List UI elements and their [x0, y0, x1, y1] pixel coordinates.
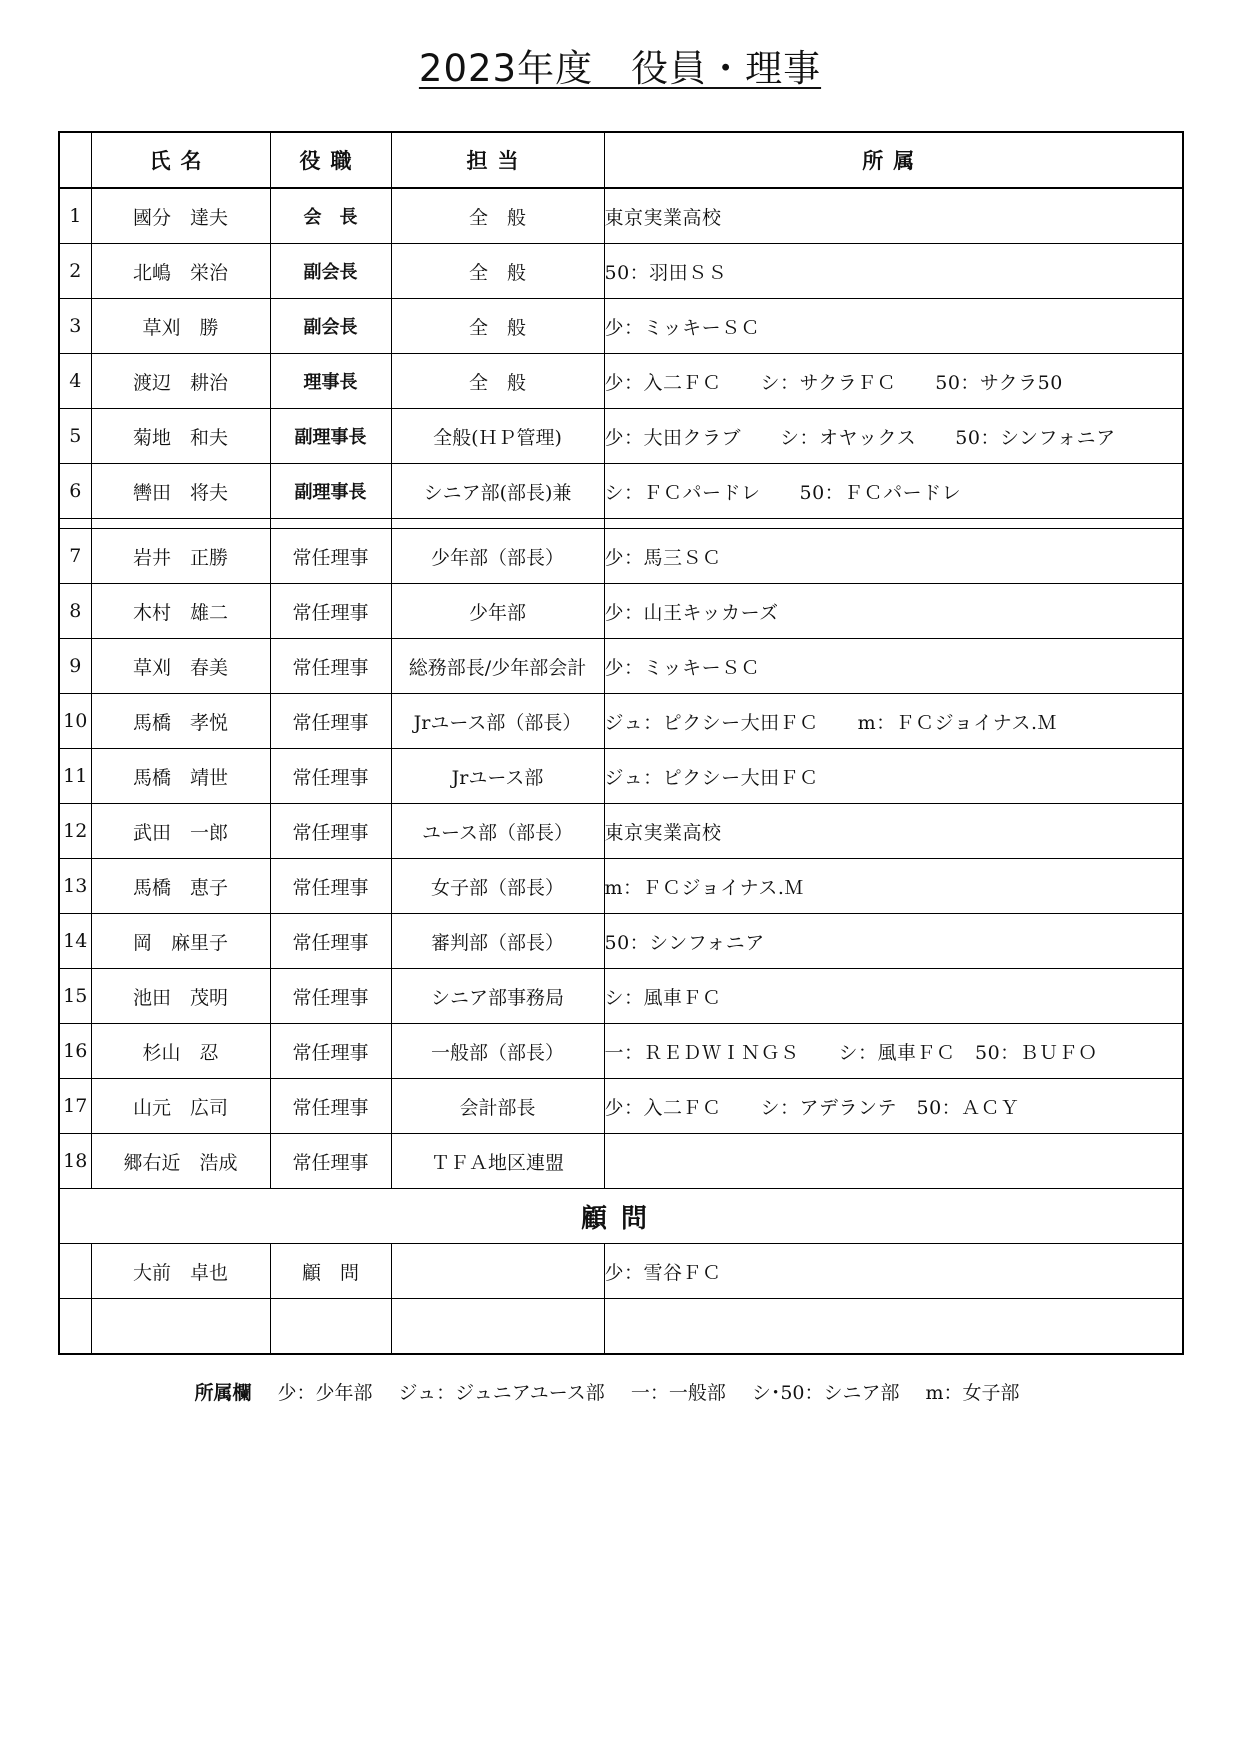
member-role: 常任理事 — [270, 529, 391, 584]
member-role: 常任理事 — [270, 1024, 391, 1079]
member-affiliation: 少：ミッキーＳＣ — [604, 299, 1183, 354]
row-number — [59, 1244, 91, 1299]
table-row — [59, 409, 1183, 464]
member-affiliation: 東京実業高校 — [604, 804, 1183, 859]
member-name: 大前 卓也 — [91, 1244, 270, 1299]
member-role: 副理事長 — [270, 464, 391, 519]
table-row — [59, 244, 1183, 299]
header-number — [59, 132, 91, 188]
member-affiliation: 少：ミッキーＳＣ — [604, 639, 1183, 694]
member-affiliation: ジュ：ピクシー大田ＦＣ — [604, 749, 1183, 804]
member-duty: シニア部(部長)兼 — [391, 464, 604, 519]
table-row — [59, 914, 1183, 969]
member-affiliation: 50：シンフォニア — [604, 914, 1183, 969]
member-role: 常任理事 — [270, 1079, 391, 1134]
member-name — [91, 1299, 270, 1355]
row-number: 10 — [59, 694, 91, 749]
member-duty: 一般部（部長） — [391, 1024, 604, 1079]
member-affiliation: ジュ：ピクシー大田ＦＣ m：ＦＣジョイナス.Ｍ — [604, 694, 1183, 749]
legend-item: 一：一般部 — [630, 1382, 726, 1404]
member-affiliation: 少：雪谷ＦＣ — [604, 1244, 1183, 1299]
table-row — [59, 1244, 1183, 1299]
member-duty: ＴＦＡ地区連盟 — [391, 1134, 604, 1189]
member-affiliation — [604, 1134, 1183, 1189]
member-role: 副会長 — [270, 299, 391, 354]
officers-table — [58, 131, 1184, 1355]
member-affiliation: 50：羽田ＳＳ — [604, 244, 1183, 299]
table-row — [59, 188, 1183, 244]
member-duty: Jrユース部 — [391, 749, 604, 804]
header-name: 氏名 — [91, 132, 270, 188]
table-row — [59, 1134, 1183, 1189]
table-row — [59, 694, 1183, 749]
table-row — [59, 804, 1183, 859]
member-duty: Jrユース部（部長） — [391, 694, 604, 749]
member-name: 杉山 忍 — [91, 1024, 270, 1079]
member-role: 常任理事 — [270, 804, 391, 859]
member-affiliation: 東京実業高校 — [604, 188, 1183, 244]
member-role: 会 長 — [270, 188, 391, 244]
member-role: 常任理事 — [270, 749, 391, 804]
member-role: 顧 問 — [270, 1244, 391, 1299]
member-affiliation: 少：入二ＦＣ シ：サクラＦＣ 50：サクラ50 — [604, 354, 1183, 409]
advisors-heading: 顧問 — [59, 1189, 1183, 1244]
row-number: 18 — [59, 1134, 91, 1189]
member-duty: 少年部 — [391, 584, 604, 639]
header-affiliation: 所属 — [604, 132, 1183, 188]
advisors-heading-row — [59, 1189, 1183, 1244]
member-duty: 会計部長 — [391, 1079, 604, 1134]
row-number: 4 — [59, 354, 91, 409]
member-role: 常任理事 — [270, 1134, 391, 1189]
member-role: 理事長 — [270, 354, 391, 409]
member-affiliation: m：ＦＣジョイナス.Ｍ — [604, 859, 1183, 914]
member-name: 國分 達夫 — [91, 188, 270, 244]
member-role: 常任理事 — [270, 639, 391, 694]
member-name: 菊地 和夫 — [91, 409, 270, 464]
member-duty: 全般(ＨＰ管理) — [391, 409, 604, 464]
table-row — [59, 529, 1183, 584]
member-name: 木村 雄二 — [91, 584, 270, 639]
member-role — [270, 1299, 391, 1355]
row-number: 5 — [59, 409, 91, 464]
legend-label: 所属欄 — [194, 1382, 252, 1404]
member-name: 草刈 春美 — [91, 639, 270, 694]
row-number — [59, 1299, 91, 1355]
member-name: 岩井 正勝 — [91, 529, 270, 584]
member-affiliation: 少：馬三ＳＣ — [604, 529, 1183, 584]
member-name: 池田 茂明 — [91, 969, 270, 1024]
member-duty: 全 般 — [391, 354, 604, 409]
member-role: 常任理事 — [270, 914, 391, 969]
row-number: 13 — [59, 859, 91, 914]
member-duty: 総務部長/少年部会計 — [391, 639, 604, 694]
member-name: 草刈 勝 — [91, 299, 270, 354]
row-number: 1 — [59, 188, 91, 244]
member-duty: 女子部（部長） — [391, 859, 604, 914]
member-duty — [391, 1244, 604, 1299]
section-divider — [59, 519, 1183, 529]
affiliation-legend — [0, 1378, 1240, 1405]
member-role: 常任理事 — [270, 969, 391, 1024]
member-name: 轡田 将夫 — [91, 464, 270, 519]
member-role: 常任理事 — [270, 859, 391, 914]
member-name: 渡辺 耕治 — [91, 354, 270, 409]
member-duty: 審判部（部長） — [391, 914, 604, 969]
member-role: 常任理事 — [270, 584, 391, 639]
table-row — [59, 1024, 1183, 1079]
row-number: 12 — [59, 804, 91, 859]
member-duty: 全 般 — [391, 188, 604, 244]
member-name: 北嶋 栄治 — [91, 244, 270, 299]
member-affiliation: 少：山王キッカーズ — [604, 584, 1183, 639]
member-name: 岡 麻里子 — [91, 914, 270, 969]
row-number: 9 — [59, 639, 91, 694]
member-duty: 少年部（部長） — [391, 529, 604, 584]
row-number: 2 — [59, 244, 91, 299]
table-row — [59, 969, 1183, 1024]
member-duty: シニア部事務局 — [391, 969, 604, 1024]
row-number: 16 — [59, 1024, 91, 1079]
member-name: 馬橋 孝悦 — [91, 694, 270, 749]
table-row — [59, 584, 1183, 639]
legend-item: m：女子部 — [925, 1382, 1020, 1404]
table-row — [59, 639, 1183, 694]
header-duty: 担当 — [391, 132, 604, 188]
legend-item: シ･50：シニア部 — [751, 1382, 900, 1404]
table-row — [59, 299, 1183, 354]
row-number: 7 — [59, 529, 91, 584]
table-header — [59, 132, 1183, 188]
member-affiliation: 一：ＲＥＤＷＩＮＧＳ シ：風車ＦＣ 50：ＢＵＦＯ — [604, 1024, 1183, 1079]
member-name: 武田 一郎 — [91, 804, 270, 859]
row-number: 14 — [59, 914, 91, 969]
member-affiliation: シ：風車ＦＣ — [604, 969, 1183, 1024]
member-affiliation: シ：ＦＣパードレ 50：ＦＣパードレ — [604, 464, 1183, 519]
member-role: 常任理事 — [270, 694, 391, 749]
row-number: 11 — [59, 749, 91, 804]
header-role: 役職 — [270, 132, 391, 188]
member-affiliation: 少：大田クラブ シ：オヤックス 50：シンフォニア — [604, 409, 1183, 464]
member-name: 山元 広司 — [91, 1079, 270, 1134]
table-row — [59, 1299, 1183, 1355]
member-affiliation — [604, 1299, 1183, 1355]
row-number: 3 — [59, 299, 91, 354]
table-row — [59, 749, 1183, 804]
member-duty: 全 般 — [391, 299, 604, 354]
member-role: 副会長 — [270, 244, 391, 299]
table-row — [59, 464, 1183, 519]
member-name: 馬橋 恵子 — [91, 859, 270, 914]
member-duty: ユース部（部長） — [391, 804, 604, 859]
member-duty — [391, 1299, 604, 1355]
table-row — [59, 1079, 1183, 1134]
page-title: 2023年度 役員・理事 — [418, 47, 822, 90]
member-role: 副理事長 — [270, 409, 391, 464]
row-number: 8 — [59, 584, 91, 639]
member-name: 郷右近 浩成 — [91, 1134, 270, 1189]
legend-item: ジュ：ジュニアユース部 — [398, 1382, 605, 1404]
table-row — [59, 354, 1183, 409]
member-affiliation: 少：入二ＦＣ シ：アデランテ 50：ＡＣＹ — [604, 1079, 1183, 1134]
member-duty: 全 般 — [391, 244, 604, 299]
table-row — [59, 859, 1183, 914]
member-name: 馬橋 靖世 — [91, 749, 270, 804]
row-number: 15 — [59, 969, 91, 1024]
legend-item: 少：少年部 — [277, 1382, 373, 1404]
row-number: 17 — [59, 1079, 91, 1134]
row-number: 6 — [59, 464, 91, 519]
